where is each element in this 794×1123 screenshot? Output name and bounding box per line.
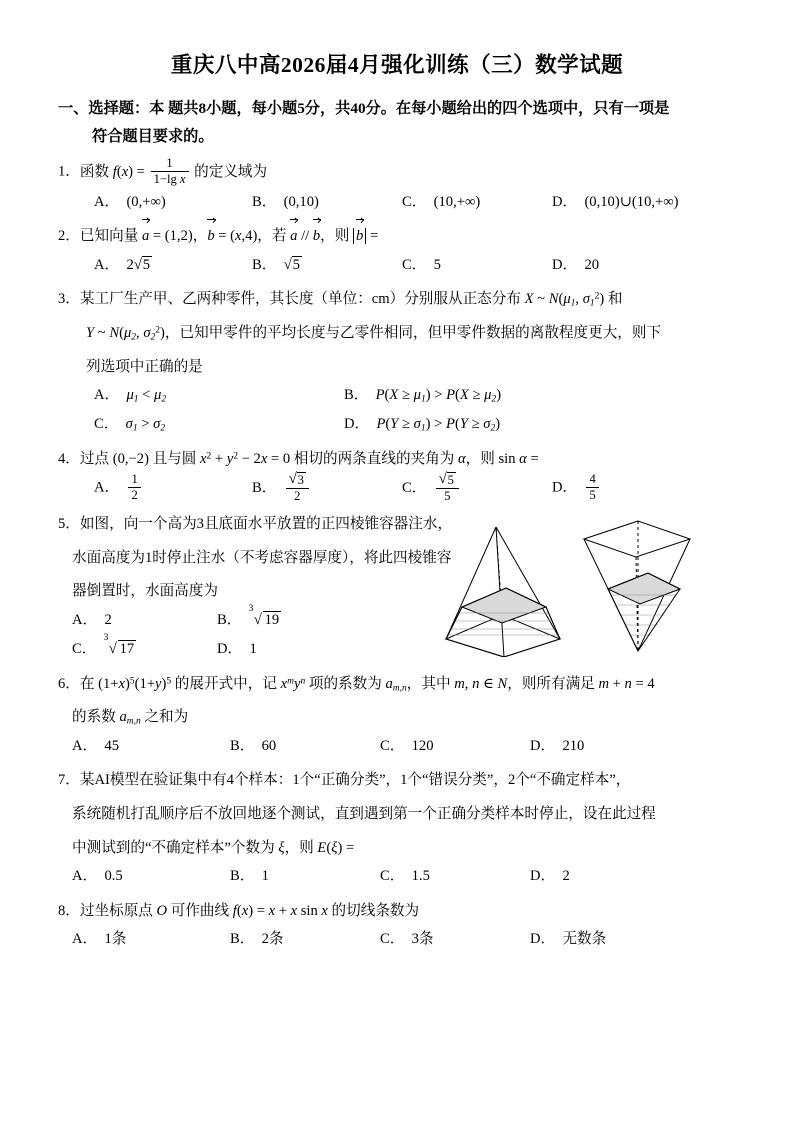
question-7-stem-line2: 系统随机打乱顺序后不放回地逐个测试，直到遇到第一个正确分类样本时停止，设在此过程 <box>72 805 656 822</box>
question-4-option-b[interactable]: B． √ $\frac{3}{2}$ <box>252 473 402 505</box>
question-3-stem-line3: 列选项中正确的是 <box>86 358 203 375</box>
question-3-stem-line2: Y ~ $N(\mu_2$, $\sigma_2^2$)，已知甲零件的平均长度与乙零件相同，但甲零件数据的离散程度更大，则下 <box>86 324 662 343</box>
question-3-number: 3． <box>58 291 80 308</box>
question-4-number: 4． <box>58 450 80 467</box>
question-3-option-c[interactable]: C． $\sigma_1 > \sigma_2$ <box>94 416 166 435</box>
question-8-option-a[interactable]: A． 1条 <box>72 931 127 948</box>
question-4-stem: 过点 (0,−2) 且与圆 $x^2 + y^2 - 2x = 0$ 相切的两条直线的夹角为 α，则 sin α = <box>79 450 539 467</box>
question-5-number: 5． <box>58 516 80 533</box>
question-4 <box>52 446 742 474</box>
page-title: 重庆八中高2026届4月强化训练（三）数学试题 <box>170 53 624 77</box>
question-2-option-b[interactable]: B． √ 5 <box>252 251 402 280</box>
question-8-option-b[interactable]: B． 2条 <box>230 931 284 948</box>
question-7-number: 7． <box>58 772 80 789</box>
question-3-options-row2 <box>52 410 742 439</box>
question-1-option-a[interactable]: A． (0,+∞) <box>94 193 166 210</box>
question-7-options <box>52 862 742 891</box>
question-3-options-row1 <box>52 381 742 410</box>
question-7-option-c[interactable]: C． 1.5 <box>380 868 430 885</box>
question-5 <box>52 511 742 539</box>
question-2-option-d[interactable]: D． 20 <box>552 256 600 273</box>
question-5-stem-line2: 水面高度为1时停止注水（不考虑容器厚度），将此四棱锥容 <box>72 549 452 566</box>
question-6 <box>52 671 742 699</box>
question-2-number: 2． <box>58 228 80 245</box>
question-2-options <box>52 251 742 280</box>
question-8 <box>52 898 742 926</box>
question-3-option-b[interactable]: B． $P(X \ge \mu_1) > P(X \ge \mu_2)$ <box>344 387 502 405</box>
question-8-stem: 过坐标原点 O 可作曲线 f(x) = x + x sin x 的切线条数为 <box>79 902 420 919</box>
question-4-option-d[interactable]: D． $\frac{4}{5}$ <box>552 473 702 505</box>
question-6-options <box>52 732 742 761</box>
question-1-options <box>52 188 742 217</box>
question-1-option-b[interactable]: B． (0,10) <box>252 193 319 210</box>
question-2 <box>52 223 742 251</box>
question-6-option-c[interactable]: C． 120 <box>380 738 434 754</box>
question-1 <box>52 157 742 188</box>
question-7-option-d[interactable]: D． 2 <box>530 868 570 885</box>
question-3-stem-line1: 某工厂生产甲、乙两种零件，其长度（单位：cm）分别服从正态分布 X ~ $N(\mu_1$, $\sigma_1^2$) 和 <box>79 291 623 309</box>
question-3-option-a[interactable]: A． $\mu_1 < \mu_2$ <box>94 387 167 405</box>
question-8-option-d[interactable]: D． 无数条 <box>530 931 607 948</box>
question-7-stem-line1: 某AI模型在验证集中有4个样本：1个“正确分类”，1个“错误分类”，2个“不确定样本”， <box>79 772 631 789</box>
question-6-stem-line1: 在 $(1+x)^5(1+y)^5$ 的展开式中，记 $x^my^n$ 项的系数为 $a_{m,n}$，其中 m, n ∈ N，则所有满足 m + n = 4 <box>79 675 655 694</box>
question-6-option-b[interactable]: B． 60 <box>230 738 277 754</box>
question-8-option-c[interactable]: C． 3条 <box>380 931 434 948</box>
question-7 <box>52 767 742 795</box>
question-8-options <box>52 925 742 954</box>
question-3 <box>52 286 742 314</box>
question-1-option-d[interactable]: D． (0,10)∪(10,+∞) <box>552 193 679 210</box>
question-4-option-a[interactable]: A． $\frac{1}{2}$ <box>94 473 252 505</box>
question-2-option-c[interactable]: C． 5 <box>402 256 441 273</box>
question-5-option-b[interactable]: B． √ 3 19 <box>217 606 362 635</box>
question-1-option-c[interactable]: C． (10,+∞) <box>402 193 481 210</box>
question-6-option-a[interactable]: A． 45 <box>72 738 120 754</box>
question-5-option-d[interactable]: D． 1 <box>217 641 257 658</box>
section-heading-line1: 一、选择题：本 题共8小题，每小题5分，共40分。在每小题给出的四个选项中，只有一项是 <box>58 100 670 117</box>
question-6-option-d[interactable]: D． 210 <box>530 738 585 754</box>
question-4-options <box>52 473 742 505</box>
question-5-option-a[interactable]: A． 2 <box>72 612 112 629</box>
question-5-block <box>52 511 742 665</box>
question-3-option-d[interactable]: D． $P(Y \ge \sigma_1) > P(Y \ge \sigma_2)$ <box>344 416 501 435</box>
question-4-option-c[interactable]: C． √ $\frac{5}{5}$ <box>402 473 552 505</box>
question-6-number: 6． <box>58 675 80 692</box>
question-1-number: 1． <box>58 163 80 180</box>
question-2-stem: 已知向量 a = (1,2)，b = (x,4)，若 a // b，则 b = <box>80 228 378 244</box>
question-7-option-a[interactable]: A． 0.5 <box>72 868 123 885</box>
question-2-option-a[interactable]: A． 2 √ 5 <box>94 251 252 280</box>
question-1-stem: 函数 f(x) = $\frac{1}{\text{1−lg x}}$ 的定义域为 <box>79 156 268 187</box>
question-8-number: 8． <box>58 902 80 919</box>
question-7-stem-line3: 中测试到的“不确定样本”个数为 ξ，则 E(ξ) = <box>72 839 355 856</box>
section-heading-line2: 符合题目要求的。 <box>92 128 214 146</box>
question-5-stem-line1: 如图，向一个高为3且底面水平放置的正四棱锥容器注水， <box>79 516 453 533</box>
question-5-stem-line3: 器倒置时，水面高度为 <box>72 583 218 600</box>
section-heading <box>52 95 742 151</box>
question-6-stem-line2: 的系数 $a_{m,n}$ 之和为 <box>72 709 189 727</box>
question-7-option-b[interactable]: B． 1 <box>230 868 269 885</box>
question-5-option-c[interactable]: C． √ 3 17 <box>72 635 217 664</box>
